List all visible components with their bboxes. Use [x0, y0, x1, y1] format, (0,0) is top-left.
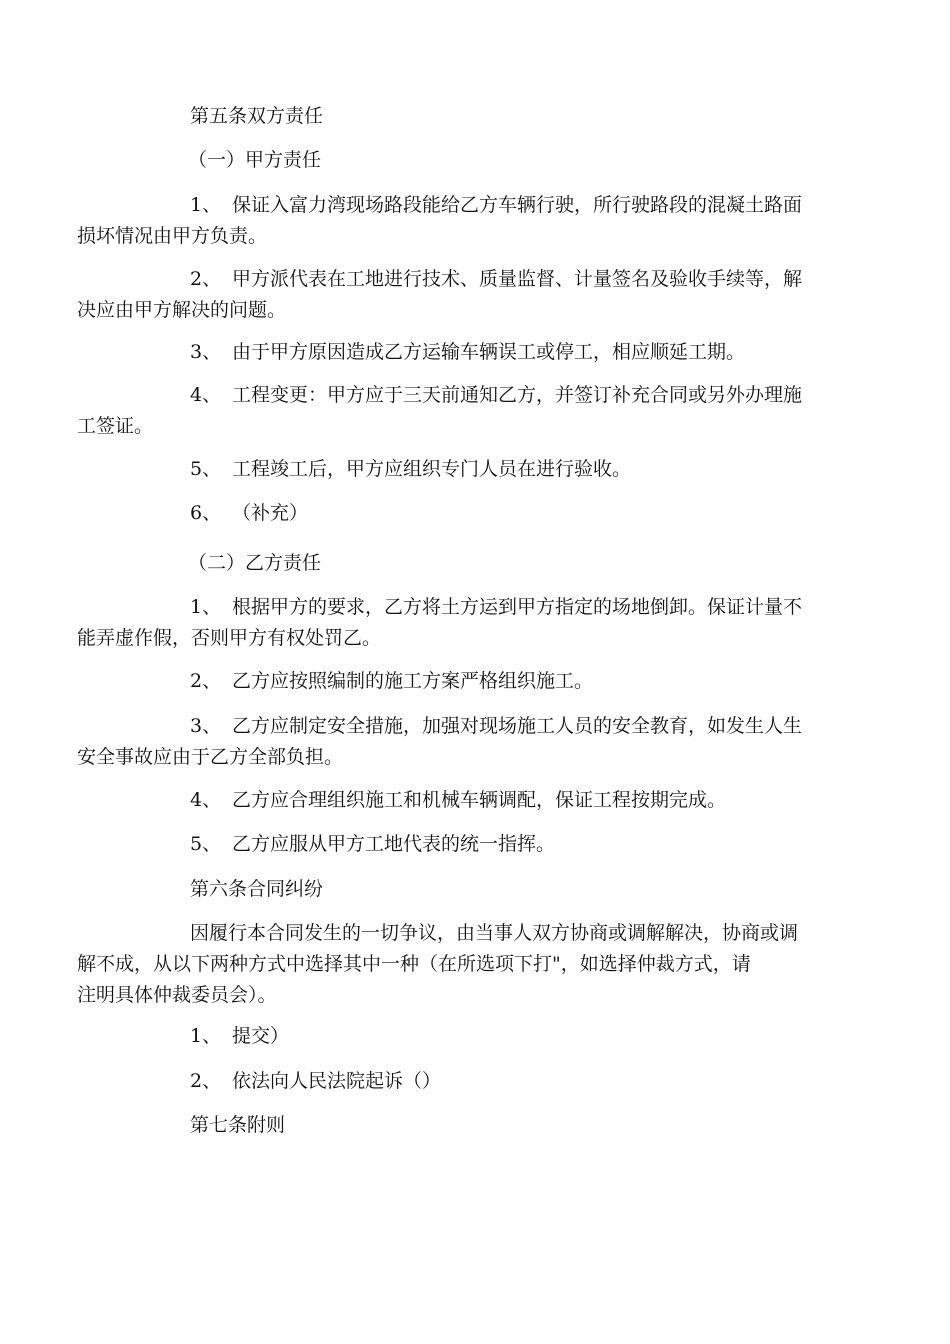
item-text: 提交）: [232, 1025, 290, 1047]
item-text: 根据甲方的要求，乙方将土方运到甲方指定的场地倒卸。保证计量不: [232, 596, 803, 618]
party-b-item-3: [77, 711, 850, 773]
item-number: 5、: [190, 458, 222, 480]
item-text: （补充）: [232, 502, 309, 524]
party-a-item-4: [77, 380, 850, 442]
article-7-title: 第七条附则: [190, 1114, 286, 1136]
item-text: 乙方应合理组织施工和机械车辆调配，保证工程按期完成。: [232, 789, 727, 811]
item-number: 6、: [190, 502, 222, 524]
item-text-continued: 安全事故应由于乙方全部负担。: [77, 746, 344, 768]
item-text-continued: 能弄虚作假，否则甲方有权处罚乙。: [77, 627, 382, 649]
party-b-item-2: [190, 666, 850, 697]
article-6-body-line-2: 解不成，从以下两种方式中选择其中一种（在所选项下打"，如选择仲裁方式，请: [77, 953, 751, 975]
item-text-continued: 工签证。: [77, 415, 154, 437]
party-a-heading: （一）甲方责任: [188, 149, 322, 171]
item-number: 1、: [190, 596, 222, 618]
party-b-item-5: [190, 829, 850, 860]
article-6-body-line-3: 注明具体仲裁委员会）。: [77, 984, 277, 1006]
item-number: 1、: [190, 194, 222, 216]
party-a-item-6: [190, 498, 850, 529]
party-a-item-1: [77, 190, 850, 252]
article-6-title: 第六条合同纠纷: [190, 878, 324, 900]
article-6-body-line-1: 因履行本合同发生的一切争议，由当事人双方协商或调解解决，协商或调: [190, 922, 799, 944]
party-b-heading: （二）乙方责任: [188, 552, 322, 574]
item-text: 由于甲方原因造成乙方运输车辆误工或停工，相应顺延工期。: [232, 341, 746, 363]
item-number: 2、: [190, 268, 222, 290]
party-a-item-2: [77, 264, 850, 326]
item-number: 1、: [190, 1025, 222, 1047]
article-5-title: 第五条双方责任: [190, 105, 324, 127]
item-number: 4、: [190, 384, 222, 406]
party-a-item-3: [190, 337, 850, 368]
item-text: 工程变更：甲方应于三天前通知乙方，并签订补充合同或另外办理施: [232, 384, 803, 406]
item-text-continued: 决应由甲方解决的问题。: [77, 299, 287, 321]
item-text-continued: 损坏情况由甲方负责。: [77, 225, 268, 247]
article-6-option-2: [190, 1066, 850, 1097]
item-text: 依法向人民法院起诉（）: [232, 1070, 442, 1092]
item-number: 3、: [190, 715, 222, 737]
item-text: 保证入富力湾现场路段能给乙方车辆行驶，所行驶路段的混凝土路面: [232, 194, 803, 216]
item-text: 乙方应按照编制的施工方案严格组织施工。: [232, 670, 594, 692]
item-number: 4、: [190, 789, 222, 811]
item-number: 3、: [190, 341, 222, 363]
item-number: 2、: [190, 670, 222, 692]
item-text: 甲方派代表在工地进行技术、质量监督、计量签名及验收手续等，解: [232, 268, 803, 290]
item-text: 乙方应制定安全措施，加强对现场施工人员的安全教育，如发生人生: [232, 715, 803, 737]
article-6-body: [77, 918, 850, 1011]
item-text: 工程竣工后，甲方应组织专门人员在进行验收。: [232, 458, 632, 480]
item-text: 乙方应服从甲方工地代表的统一指挥。: [232, 833, 556, 855]
party-b-item-1: [77, 592, 850, 654]
article-6-option-1: [190, 1021, 850, 1052]
party-a-item-5: [190, 454, 850, 485]
item-number: 5、: [190, 833, 222, 855]
party-b-item-4: [190, 785, 850, 816]
item-number: 2、: [190, 1070, 222, 1092]
